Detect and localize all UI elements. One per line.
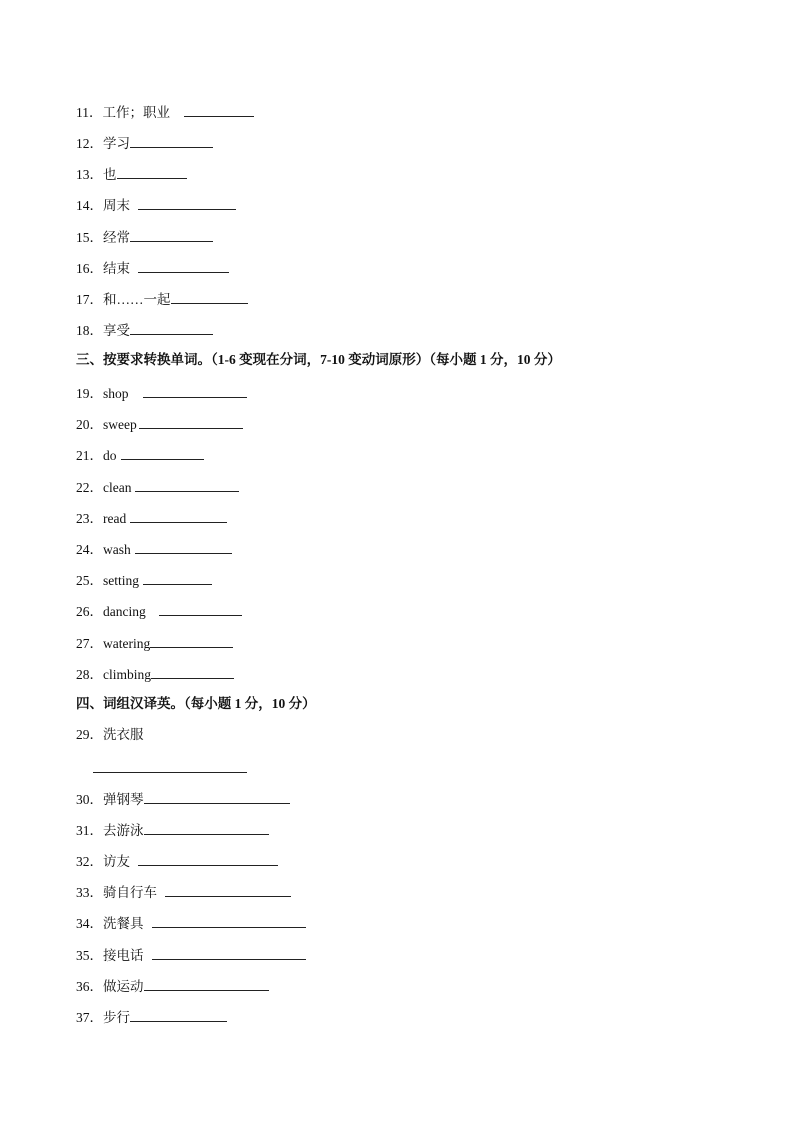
question-number: 22． (76, 480, 103, 495)
question-number: 37． (76, 1010, 103, 1025)
question-text: read (103, 511, 127, 526)
question-item (76, 851, 278, 871)
question-item (76, 601, 242, 621)
question-text: 经常 (103, 230, 130, 245)
question-text: 骑自行车 (103, 885, 157, 900)
question-item (76, 289, 248, 309)
question-text: setting (103, 573, 139, 588)
question-number: 25． (76, 573, 103, 588)
question-text: 洗衣服 (103, 727, 144, 742)
question-number: 19． (76, 386, 103, 401)
answer-blank[interactable] (93, 771, 247, 773)
question-number: 32． (76, 854, 103, 869)
question-item (76, 1007, 227, 1027)
answer-blank[interactable] (117, 164, 187, 179)
answer-blank[interactable] (143, 570, 212, 585)
section-heading: 三、按要求转换单词。（1-6 变现在分词，7-10 变动词原形）（每小题 1 分，10 分） (76, 352, 561, 367)
question-item (76, 320, 213, 340)
question-number: 27． (76, 636, 103, 651)
question-text: clean (103, 480, 132, 495)
question-item (76, 445, 204, 465)
question-number: 17． (76, 292, 103, 307)
answer-blank[interactable] (184, 102, 254, 117)
answer-blank[interactable] (143, 383, 247, 398)
question-number: 33． (76, 885, 103, 900)
question-text: sweep (103, 417, 137, 432)
answer-blank[interactable] (171, 289, 248, 304)
question-text: 结束 (103, 261, 130, 276)
question-item (76, 913, 306, 933)
question-text: 弹钢琴 (103, 792, 144, 807)
question-number: 34． (76, 916, 103, 931)
question-item (76, 164, 187, 184)
question-item (76, 414, 243, 434)
question-number: 24． (76, 542, 103, 557)
section-heading: 四、词组汉译英。（每小题 1 分，10 分） (76, 696, 316, 711)
answer-blank[interactable] (144, 820, 269, 835)
question-number: 23． (76, 511, 103, 526)
question-number: 11． (76, 105, 103, 120)
question-text: climbing (103, 667, 151, 682)
question-text: 访友 (103, 854, 130, 869)
question-number: 21． (76, 448, 103, 463)
question-item (76, 882, 291, 902)
answer-blank[interactable] (139, 414, 243, 429)
question-item (76, 945, 306, 965)
question-text: do (103, 448, 117, 463)
answer-blank[interactable] (121, 445, 204, 460)
question-item (76, 227, 213, 247)
question-item (76, 133, 213, 153)
question-number: 13． (76, 167, 103, 182)
question-text: 学习 (103, 136, 130, 151)
question-text: 做运动 (103, 979, 144, 994)
question-text: wash (103, 542, 131, 557)
answer-blank[interactable] (150, 633, 233, 648)
question-text: 工作；职业 (102, 105, 170, 120)
question-item (76, 976, 269, 996)
answer-blank[interactable] (130, 1007, 227, 1022)
question-item (76, 633, 233, 653)
question-item (76, 508, 227, 528)
answer-blank[interactable] (138, 851, 278, 866)
question-number: 15． (76, 230, 103, 245)
question-item (76, 726, 144, 744)
question-number: 26． (76, 604, 103, 619)
question-number: 35． (76, 948, 103, 963)
question-text: 接电话 (103, 948, 144, 963)
question-text: 洗餐具 (103, 916, 144, 931)
answer-blank[interactable] (130, 320, 213, 335)
question-number: 14． (76, 198, 103, 213)
answer-blank[interactable] (135, 477, 239, 492)
question-item (76, 102, 254, 122)
question-item (76, 477, 239, 497)
question-number: 28． (76, 667, 103, 682)
answer-blank[interactable] (138, 195, 236, 210)
question-number: 12． (76, 136, 103, 151)
question-number: 36． (76, 979, 103, 994)
question-number: 18． (76, 323, 103, 338)
question-text: shop (103, 386, 129, 401)
answer-blank[interactable] (152, 945, 306, 960)
question-item (76, 820, 269, 840)
question-item (76, 383, 247, 403)
answer-blank[interactable] (151, 664, 234, 679)
question-text: watering (103, 636, 151, 651)
question-text: 去游泳 (103, 823, 144, 838)
question-number: 20． (76, 417, 103, 432)
answer-blank[interactable] (152, 913, 306, 928)
answer-blank[interactable] (130, 508, 227, 523)
answer-blank[interactable] (130, 133, 213, 148)
question-text: 也 (103, 167, 117, 182)
question-item (76, 539, 232, 559)
question-text: 享受 (103, 323, 130, 338)
question-number: 29． (76, 727, 103, 742)
question-item (76, 570, 212, 590)
answer-blank[interactable] (138, 258, 229, 273)
answer-blank[interactable] (144, 976, 269, 991)
question-item (76, 789, 290, 809)
answer-blank[interactable] (130, 227, 213, 242)
question-number: 30． (76, 792, 103, 807)
answer-blank[interactable] (135, 539, 232, 554)
answer-blank[interactable] (159, 601, 242, 616)
answer-blank[interactable] (144, 789, 290, 804)
question-item (76, 258, 229, 278)
question-number: 16． (76, 261, 103, 276)
question-text: 步行 (103, 1010, 130, 1025)
question-number: 31． (76, 823, 103, 838)
question-item (76, 664, 234, 684)
question-item (76, 195, 236, 215)
question-text: 周末 (103, 198, 130, 213)
question-text: 和……一起 (103, 292, 171, 307)
question-text: dancing (103, 604, 146, 619)
answer-blank[interactable] (165, 882, 291, 897)
